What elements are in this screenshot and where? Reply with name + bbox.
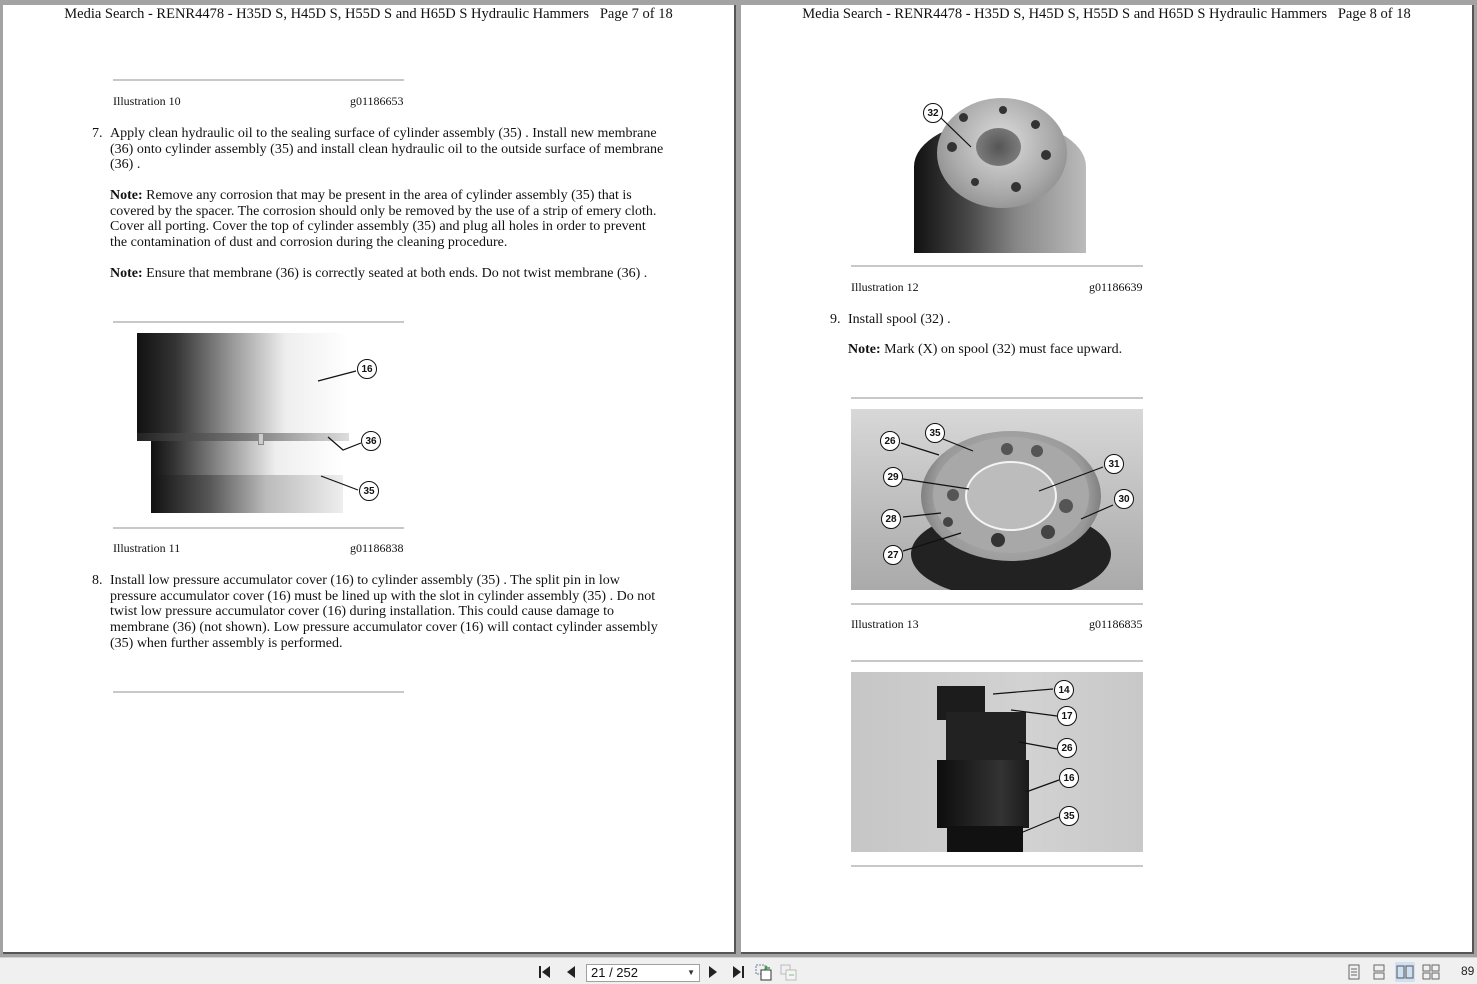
illustration-12-image [911,90,1091,253]
single-page-icon [1347,964,1361,980]
illustration-label: Illustration 12 [851,280,919,294]
bottom-toolbar [0,957,1477,984]
note-label: Note: [110,188,143,203]
illustration-label: Illustration 13 [851,617,919,631]
two-page-continuous-icon [1422,964,1440,980]
illustration-label: Illustration 11 [113,541,181,555]
illustration-13-image [851,409,1143,590]
step-7-note-2: Note: Ensure that membrane (36) is correctly seated at both ends. Do not twist membrane (36) . [110,266,648,281]
divider [851,603,1143,605]
illustration-code: g01186639 [1089,280,1143,294]
divider [113,691,404,693]
step-7-note-1: Note: Remove any corrosion that may be present in the area of cylinder assembly (35) that is covered by the spacer. The corrosion should only be removed by the use of a strip of emery cloth. Cover all porting. Cover the top of cylinder assembly (35) and plug all holes in order to prevent the contamination of dust and corrosion during the cleaning procedure. [110,188,657,251]
prev-page-icon [565,965,577,979]
note-label: Note: [110,266,143,281]
continuous-view-button[interactable] [1369,962,1389,982]
two-page-view-button[interactable] [1395,962,1415,982]
next-page-button[interactable] [703,962,723,982]
divider [851,865,1143,867]
step-8-text: Install low pressure accumulator cover (16) to cylinder assembly (35) . The split pin in low pressure accumulator cover (16) must be lined up with the slot in cylinder assembly (35) . Do not twist low pressure accumulator cover (16) during installation. This could cause damage to membrane (36) (not shown). Low pressure accumulator cover (16) will contact cylinder assembly (35) when further assembly is performed. [110,573,658,651]
first-page-button[interactable] [536,962,556,982]
callout-32: 32 [923,103,943,123]
two-page-icon [1396,964,1414,980]
callout-31: 31 [1104,454,1124,474]
next-view-button[interactable] [779,962,799,982]
divider [113,321,404,323]
step-9-note: Note: Mark (X) on spool (32) must face upward. [848,342,1123,357]
page-number-input[interactable]: 21 / 252 ▼ [586,964,700,982]
divider [851,397,1143,399]
single-page-view-button[interactable] [1344,962,1364,982]
divider [851,265,1143,267]
page-8 [741,5,1474,954]
note-label: Note: [848,342,881,357]
zoom-level[interactable]: 89 [1461,964,1475,978]
page-header: Media Search - RENR4478 - H35D S, H45D S, H55D S and H65D S Hydraulic Hammers Page 8 of 18 [802,6,1411,22]
step-7-text: Apply clean hydraulic oil to the sealing surface of cylinder assembly (35) . Install new membrane (36) onto cylinder assembly (35) and install clean hydraulic oil to the outside surface of membrane (36) . [110,126,664,173]
callout-29: 29 [883,467,903,487]
prev-page-button[interactable] [561,962,581,982]
divider [113,79,404,81]
last-page-icon [730,965,746,979]
callout-17: 17 [1057,706,1077,726]
callout-35: 35 [1059,806,1079,826]
previous-view-icon [755,963,773,981]
page-7 [3,5,736,954]
illustration-14-image [851,672,1143,852]
callout-30: 30 [1114,489,1134,509]
callout-35: 35 [359,481,379,501]
page-header: Media Search - RENR4478 - H35D S, H45D S, H55D S and H65D S Hydraulic Hammers Page 7 of 18 [64,6,673,22]
illustration-code: g01186838 [350,541,404,555]
first-page-icon [538,965,554,979]
illustration-code: g01186653 [350,94,404,108]
last-page-button[interactable] [728,962,748,982]
callout-14: 14 [1054,680,1074,700]
step-number: 9. [830,312,841,327]
next-page-icon [707,965,719,979]
callout-26: 26 [1057,738,1077,758]
continuous-page-icon [1372,964,1386,980]
previous-view-button[interactable] [754,962,774,982]
illustration-code: g01186835 [1089,617,1143,631]
illustration-label: Illustration 10 [113,94,181,108]
callout-27: 27 [883,545,903,565]
illustration-11-image [113,333,404,515]
divider [851,660,1143,662]
two-page-continuous-view-button[interactable] [1421,962,1441,982]
leader-lines [851,672,1143,852]
callout-16: 16 [357,359,377,379]
callout-35: 35 [925,423,945,443]
step-9-text: Install spool (32) . [848,312,951,327]
callout-26: 26 [880,431,900,451]
callout-28: 28 [881,509,901,529]
next-view-icon [780,963,798,981]
step-number: 7. [92,126,103,141]
chevron-down-icon[interactable]: ▼ [687,968,695,977]
callout-16: 16 [1059,768,1079,788]
step-number: 8. [92,573,103,588]
callout-36: 36 [361,431,381,451]
divider [113,527,404,529]
